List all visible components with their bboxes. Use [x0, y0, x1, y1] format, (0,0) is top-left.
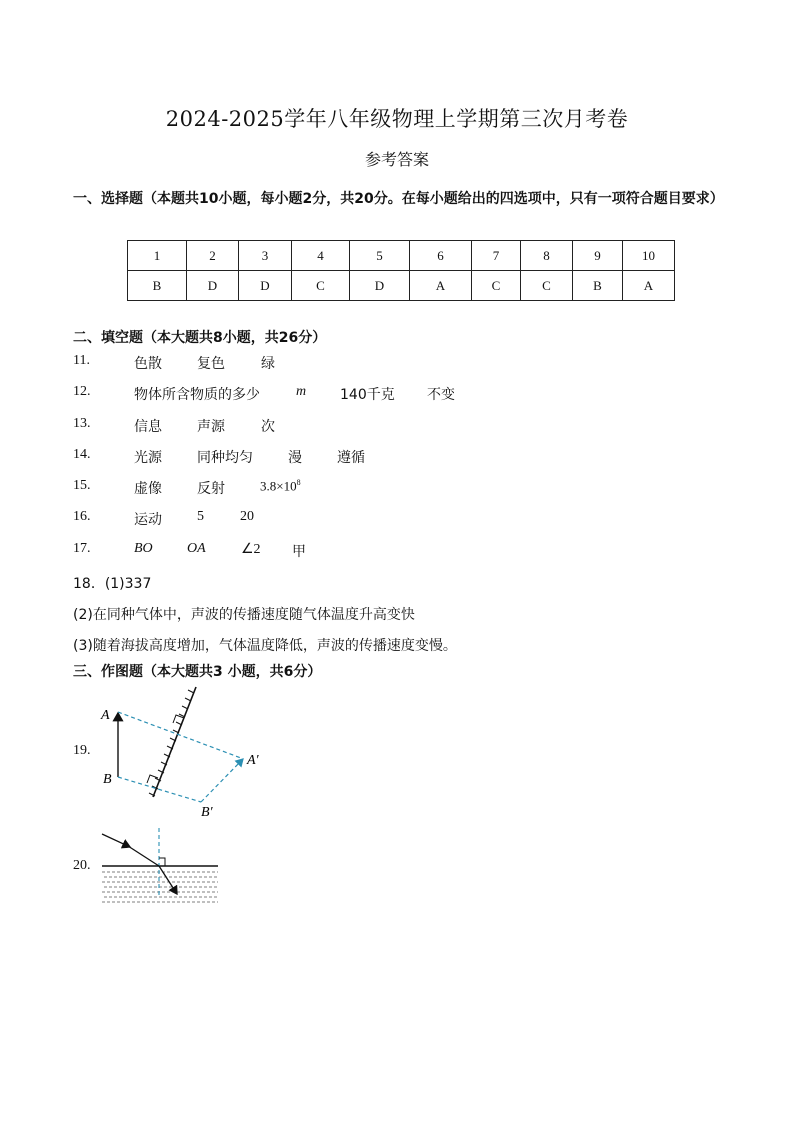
answer-row-16 — [73, 509, 473, 531]
table-cell: 4 — [292, 241, 350, 271]
answer-18-part1: 18．(1)337 — [73, 576, 152, 592]
answer-row-17 — [73, 541, 473, 563]
answer-row-11 — [73, 353, 473, 375]
water-hatching — [102, 872, 218, 902]
answer: BO — [134, 541, 153, 556]
question-number: 16. — [73, 509, 91, 524]
table-cell: 1 — [128, 241, 187, 271]
answer: ∠2 — [241, 542, 261, 557]
table-cell: C — [521, 271, 573, 301]
question-20-number: 20. — [73, 858, 91, 873]
answer-row-15 — [73, 478, 473, 500]
table-cell: B — [128, 271, 187, 301]
table-cell: A — [623, 271, 675, 301]
incident-ray — [128, 846, 159, 866]
section1-heading: 一、选择题（本题共10小题，每小题2分，共20分。在每小题给出的四选项中，只有一项符合题目要求） — [73, 191, 724, 207]
answer: 次 — [261, 419, 275, 435]
table-cell: 8 — [521, 241, 573, 271]
label-a: A — [101, 708, 110, 723]
question-number: 11. — [73, 353, 90, 368]
section2-heading: 二、填空题（本大题共8小题，共26分） — [73, 330, 327, 346]
question-19-number: 19. — [73, 743, 91, 758]
page-title: 2024-2025学年八年级物理上学期第三次月考卷 — [165, 107, 629, 131]
table-cell: D — [239, 271, 292, 301]
answer-18-part2: (2)在同种气体中，声波的传播速度随气体温度升高变快 — [73, 607, 415, 623]
table-cell: 3 — [239, 241, 292, 271]
label-b: B — [103, 772, 112, 787]
table-cell: C — [472, 271, 521, 301]
answer: 运动 — [134, 512, 162, 528]
answer: 不变 — [427, 387, 455, 403]
answer-table-answer-row — [128, 271, 675, 301]
table-cell: 9 — [573, 241, 623, 271]
table-cell: 5 — [350, 241, 410, 271]
answer: 140千克 — [340, 387, 395, 403]
answer: 信息 — [134, 419, 162, 435]
answer: 声源 — [197, 419, 225, 435]
answer: m — [296, 384, 307, 399]
table-cell: D — [187, 271, 239, 301]
table-cell: B — [573, 271, 623, 301]
label-a-image: A′ — [247, 753, 259, 768]
table-cell: C — [292, 271, 350, 301]
answer: 甲 — [292, 544, 306, 560]
table-cell: A — [410, 271, 472, 301]
page-subtitle: 参考答案 — [364, 150, 429, 169]
answer-base: 3.8×10 — [260, 478, 297, 494]
question-number: 13. — [73, 416, 91, 431]
answer: 光源 — [134, 450, 162, 466]
incident-ray-arrow — [102, 834, 130, 847]
mirror-hatching — [149, 690, 194, 796]
answer: 物体所含物质的多少 — [134, 387, 260, 403]
label-b-image: B′ — [201, 805, 213, 820]
right-angle-mark — [159, 858, 165, 866]
question-number: 15. — [73, 478, 91, 493]
answer: 反射 — [197, 481, 225, 497]
table-cell: 6 — [410, 241, 472, 271]
refracted-ray — [159, 866, 177, 894]
answer: 20 — [240, 509, 254, 524]
table-cell: D — [350, 271, 410, 301]
answer-row-14 — [73, 447, 473, 469]
answer: 5 — [197, 509, 204, 524]
question-number: 12. — [73, 384, 91, 399]
answer: 虚像 — [134, 481, 162, 497]
answer-exponent: 8 — [296, 478, 301, 487]
refraction-diagram — [98, 826, 223, 906]
question-number: 14. — [73, 447, 91, 462]
answer-table-number-row — [128, 241, 675, 271]
answer: OA — [187, 541, 206, 556]
answer: 漫 — [288, 450, 302, 466]
section3-heading: 三、作图题（本大题共3 小题，共6分） — [73, 664, 322, 680]
table-cell: 7 — [472, 241, 521, 271]
answer — [260, 478, 301, 494]
answer: 绿 — [261, 356, 275, 372]
table-cell: 2 — [187, 241, 239, 271]
answer-table — [127, 240, 675, 301]
answer: 遵循 — [337, 450, 365, 466]
table-cell: 10 — [623, 241, 675, 271]
answer-18-part3: (3)随着海拔高度增加，气体温度降低，声波的传播速度变慢。 — [73, 638, 457, 654]
answer: 色散 — [134, 356, 162, 372]
answer-row-12 — [73, 384, 493, 406]
answer-row-13 — [73, 416, 473, 438]
question-number: 17. — [73, 541, 91, 556]
answer: 复色 — [197, 356, 225, 372]
answer: 同种均匀 — [197, 450, 253, 466]
mirror-diagram — [95, 685, 285, 820]
